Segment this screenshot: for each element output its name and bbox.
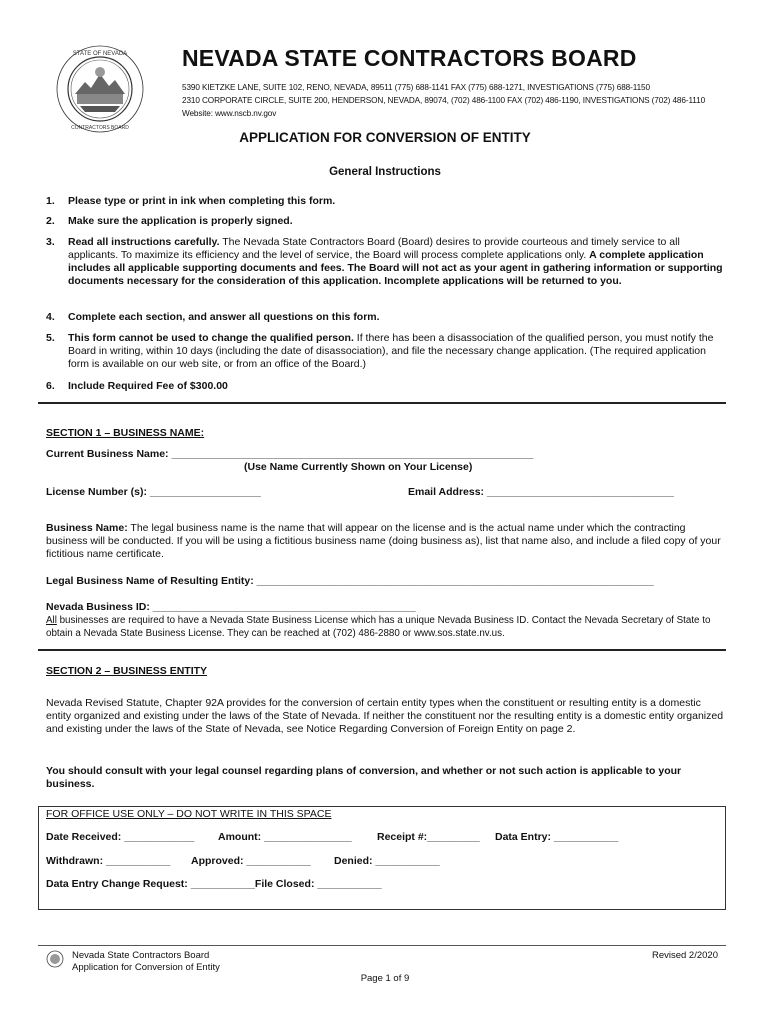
nevada-business-id-field[interactable]: Nevada Business ID: _____________________________________________	[46, 601, 416, 613]
section2-paragraph: Nevada Revised Statute, Chapter 92A provides for the conversion of certain entity types when the constituent or resulting entity is a domestic entity organized and existing under the laws of the State of Nevada. If neither the constituent nor the resulting entity is a domestic entity organized and existing under the laws of the State of Nevada, see Notice Regarding Conversion of Foreign Entity on page 2.	[46, 697, 724, 735]
data-entry-change-field: Data Entry Change Request: ___________File Closed: ___________	[46, 878, 382, 890]
instruction-4: 4. Complete each section, and answer all questions on this form.	[46, 311, 380, 323]
date-received-field: Date Received: ____________	[46, 831, 195, 843]
section2-heading: SECTION 2 – BUSINESS ENTITY	[46, 665, 208, 677]
amount-field: Amount: _______________	[218, 831, 352, 843]
current-business-name-field[interactable]: Current Business Name: ______________________________________________________________	[46, 448, 534, 460]
instruction-6: 6. Include Required Fee of $300.00	[46, 380, 228, 392]
license-number-field[interactable]: License Number (s): ___________________	[46, 486, 261, 498]
svg-text:STATE OF NEVADA: STATE OF NEVADA	[72, 51, 128, 57]
page-title: NEVADA STATE CONTRACTORS BOARD	[182, 45, 637, 71]
data-entry-field: Data Entry: ___________	[495, 831, 619, 843]
approved-field: Approved: ___________	[191, 855, 311, 867]
instruction-3: 3. Read all instructions carefully. The Nevada State Contractors Board (Board) desires to provide courteous and timely service to all applicants. To maximize its efficiency and the level of service, the Board will process complete applications only. A complete application includes all applicable supporting documents and fees. The Board will not act as your agent in gathering information or supporting documents necessary for the consideration of this application. Incomplete applications will be returned to you.	[46, 236, 723, 287]
denied-field: Denied: ___________	[334, 855, 440, 867]
divider	[38, 649, 726, 651]
general-instructions-heading: General Instructions	[329, 166, 441, 178]
reno-address: 5390 KIETZKE LANE, SUITE 102, RENO, NEVADA, 89511 (775) 688-1141 FAX (775) 688-1271, INVESTIGATIONS (775) 688-1150	[182, 83, 650, 92]
footer-seal-icon	[46, 950, 64, 968]
website: Website: www.nscb.nv.gov	[182, 109, 277, 118]
section1-heading: SECTION 1 – BUSINESS NAME:	[46, 427, 205, 439]
nevada-business-id-note: All businesses are required to have a Nevada State Business License which has a unique Nevada Business ID. Contact the Nevada Secretary of State to obtain a Nevada State Business License. They can be reached at (702) 486-2880 or www.sos.state.nv.us.	[46, 615, 711, 639]
instruction-1: 1. Please type or print in ink when completing this form.	[46, 195, 336, 207]
legal-business-name-field[interactable]: Legal Business Name of Resulting Entity: ____________________________________________________________________	[46, 575, 654, 587]
form-title: APPLICATION FOR CONVERSION OF ENTITY	[239, 130, 531, 145]
henderson-address: 2310 CORPORATE CIRCLE, SUITE 200, HENDERSON, NEVADA, 89074, (702) 486-1100 FAX (702) 486-1190, INVESTIGATIONS (702) 486-1110	[182, 96, 706, 105]
email-address-field[interactable]: Email Address: ________________________________	[408, 486, 674, 498]
office-use-heading: FOR OFFICE USE ONLY – DO NOT WRITE IN THIS SPACE	[46, 808, 332, 820]
legal-counsel-note: You should consult with your legal counsel regarding plans of conversion, and whether or not such action is applicable to your business.	[46, 765, 682, 790]
instruction-2: 2. Make sure the application is properly signed.	[46, 215, 293, 227]
withdrawn-field: Withdrawn: ___________	[46, 855, 171, 867]
receipt-field: Receipt #:_________	[377, 831, 480, 843]
nevada-seal-logo	[55, 44, 145, 134]
footer-rule	[38, 945, 726, 946]
footer-revised: Revised 2/2020	[651, 950, 718, 961]
page-number: Page 1 of 9	[360, 973, 410, 984]
footer-doc-name: Application for Conversion of Entity	[72, 962, 220, 973]
business-name-description: Business Name: The legal business name is the name that will appear on the license and is the actual name under which the contracting business will be conducted. If you will be using a fictitious business name (doing business as), list that name also, and include a filed copy of your fictitious name certificate.	[46, 522, 721, 560]
footer-org: Nevada State Contractors Board	[72, 950, 210, 961]
use-name-note: (Use Name Currently Shown on Your License)	[244, 461, 473, 473]
svg-text:CONTRACTORS BOARD: CONTRACTORS BOARD	[71, 125, 129, 131]
instruction-5: 5. This form cannot be used to change the qualified person. If there has been a disassociation of the qualified person, you must notify the Board in writing, within 10 days (including the date of disassociation), and file the necessary change application. (The required application form is available on our web site, or from an office of the Board.)	[46, 332, 714, 370]
divider	[38, 402, 726, 404]
